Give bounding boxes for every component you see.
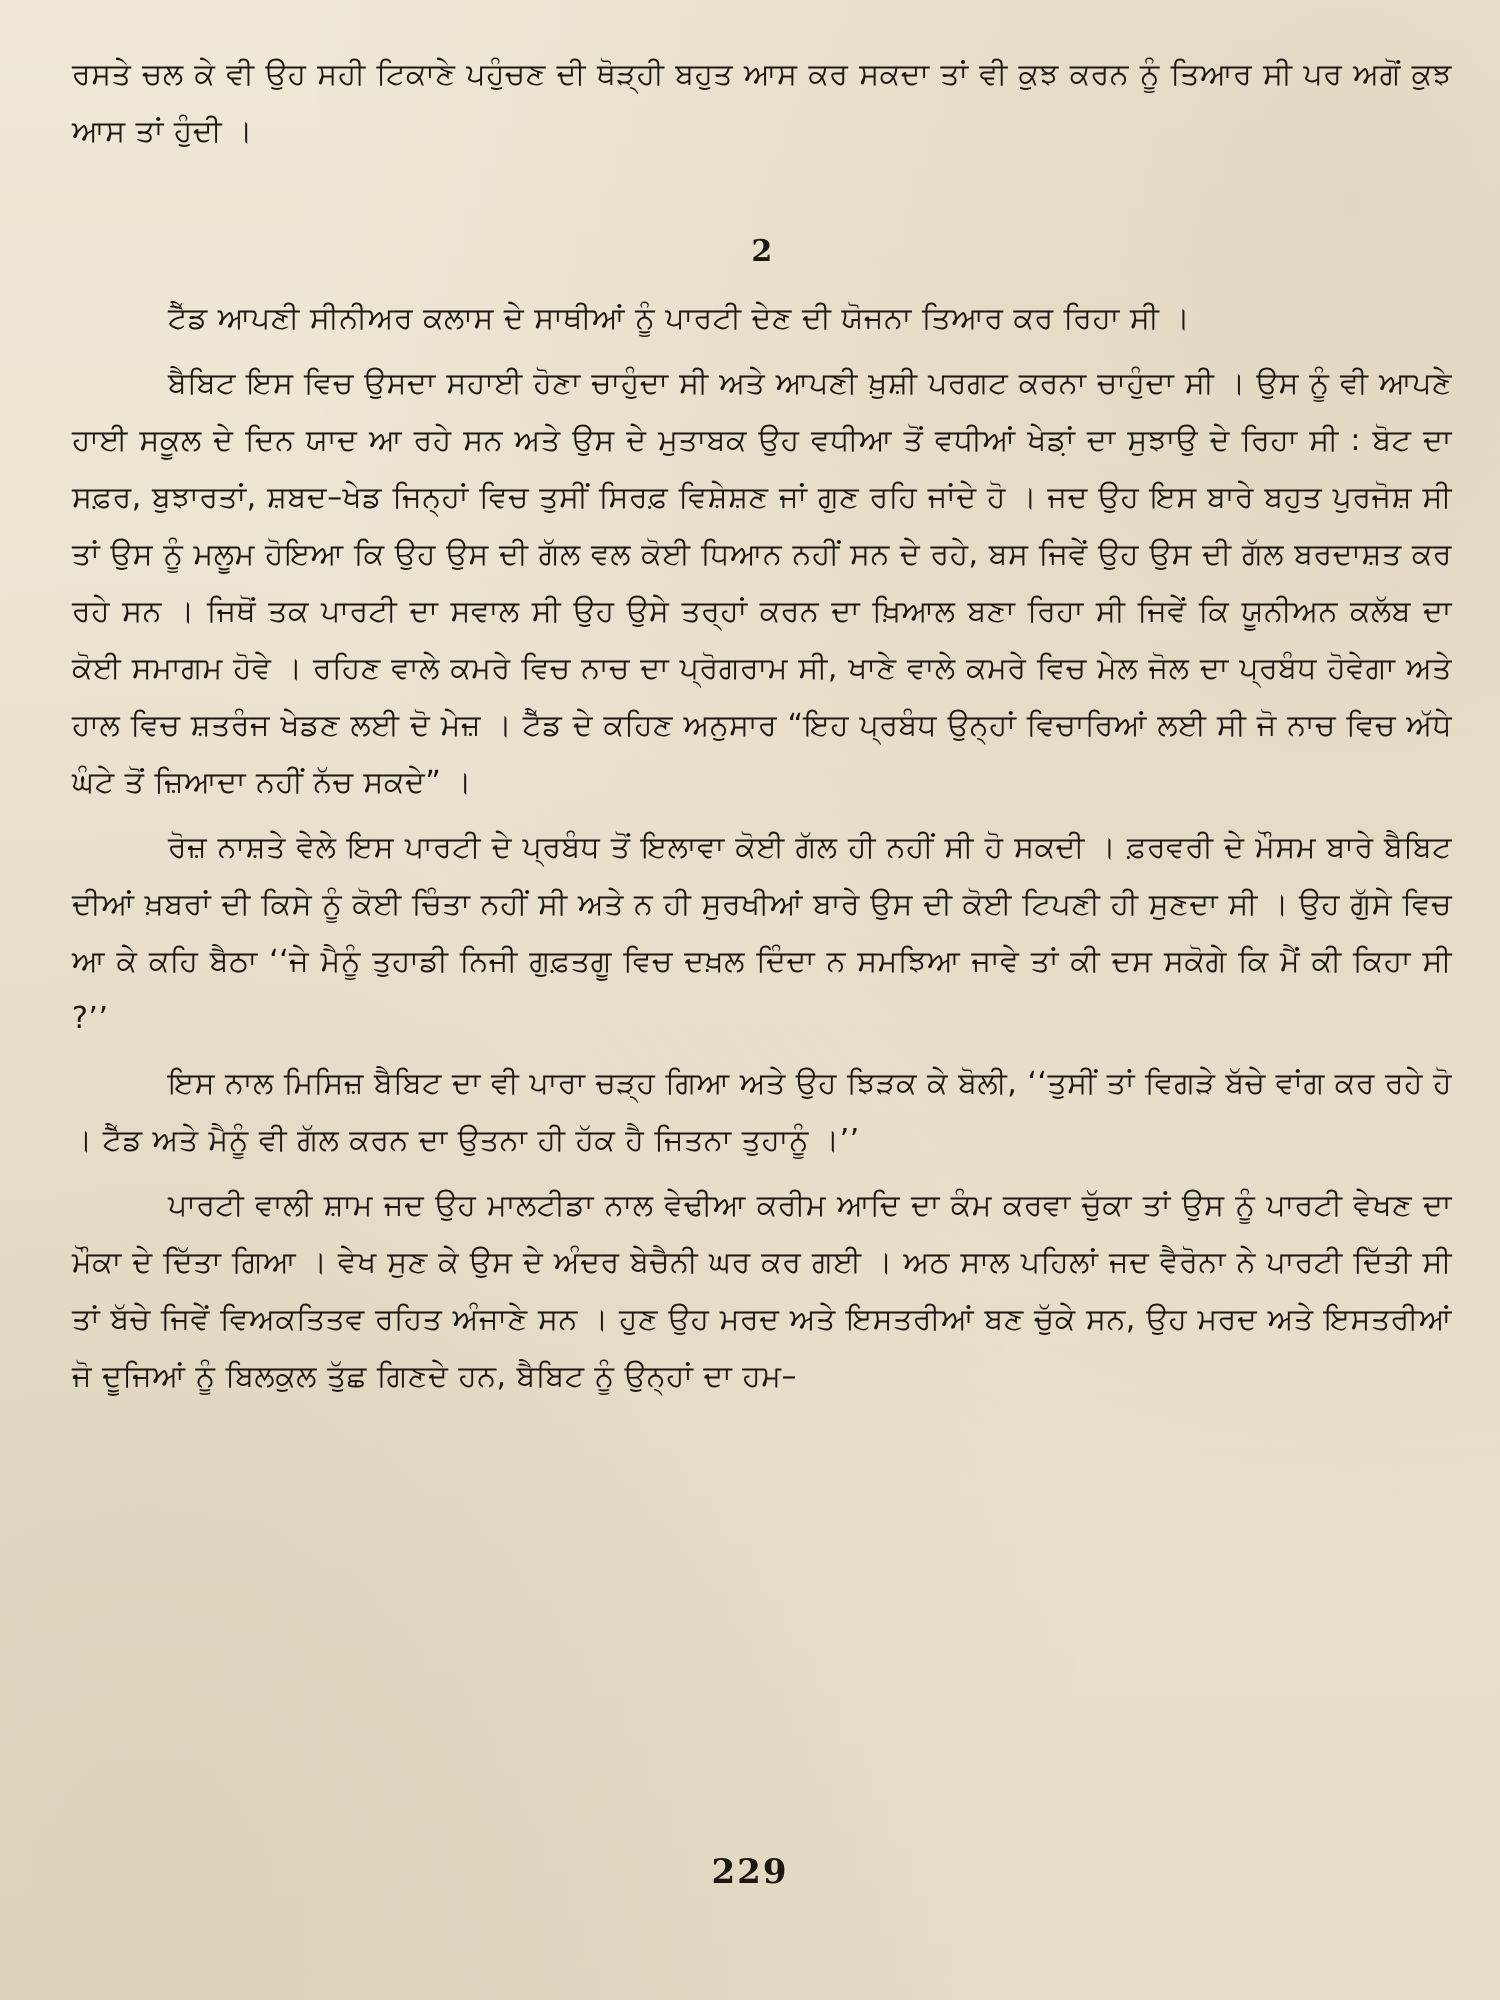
paragraph-2: ਬੈਬਿਟ ਇਸ ਵਿਚ ਉਸਦਾ ਸਹਾਈ ਹੋਣਾ ਚਾਹੁੰਦਾ ਸੀ ਅਤੇ ਆਪਣੀ ਖ਼ੁਸ਼ੀ ਪਰਗਟ ਕਰਨਾ ਚਾਹੁੰਦਾ ਸੀ । ਉਸ ਨੂੰ ਵੀ ਆਪਣੇ ਹਾਈ ਸਕੂਲ ਦੇ ਦਿਨ ਯਾਦ ਆ ਰਹੇ ਸਨ ਅਤੇ ਉਸ ਦੇ ਮੁਤਾਬਕ ਉਹ ਵਧੀਆ ਤੋਂ ਵਧੀਆਂ ਖੇਡ਼ਾਂ ਦਾ ਸੁਝਾਉ ਦੇ ਰਿਹਾ ਸੀ : ਬੋਟ ਦਾ ਸਫ਼ਰ, ਬੁਝਾਰਤਾਂ, ਸ਼ਬਦ–ਖੇਡ ਜਿਨ੍ਹਾਂ ਵਿਚ ਤੁਸੀਂ ਸਿਰਫ਼ ਵਿਸ਼ੇਸ਼ਣ ਜਾਂ ਗੁਣ ਰਹਿ ਜਾਂਦੇ ਹੋ । ਜਦ ਉਹ ਇਸ ਬਾਰੇ ਬਹੁਤ ਪੁਰਜੋਸ਼ ਸੀ ਤਾਂ ਉਸ ਨੂੰ ਮਲੂਮ ਹੋਇਆ ਕਿ ਉਹ ਉਸ ਦੀ ਗੱਲ ਵਲ ਕੋਈ ਧਿਆਨ ਨਹੀਂ ਸਨ ਦੇ ਰਹੇ, ਬਸ ਜਿਵੇਂ ਉਹ ਉਸ ਦੀ ਗੱਲ ਬਰਦਾਸ਼ਤ ਕਰ ਰਹੇ ਸਨ । ਜਿਥੋਂ ਤਕ ਪਾਰਟੀ ਦਾ ਸਵਾਲ ਸੀ ਉਹ ਉਸੇ ਤਰ੍ਹਾਂ ਕਰਨ ਦਾ ਖ਼ਿਆਲ ਬਣਾ ਰਿਹਾ ਸੀ ਜਿਵੇਂ ਕਿ ਯੂਨੀਅਨ ਕਲੱਬ ਦਾ ਕੋਈ ਸਮਾਗਮ ਹੋਵੇ । ਰਹਿਣ ਵਾਲੇ ਕਮਰੇ ਵਿਚ ਨਾਚ ਦਾ ਪ੍ਰੋਗਰਾਮ ਸੀ, ਖਾਣੇ ਵਾਲੇ ਕਮਰੇ ਵਿਚ ਮੇਲ ਜੋਲ ਦਾ ਪ੍ਰਬੰਧ ਹੋਵੇਗਾ ਅਤੇ ਹਾਲ ਵਿਚ ਸ਼ਤਰੰਜ ਖੇਡਣ ਲਈ ਦੋ ਮੇਜ਼ । ਟੈੱਡ ਦੇ ਕਹਿਣ ਅਨੁਸਾਰ “ਇਹ ਪ੍ਰਬੰਧ ਉਨ੍ਹਾਂ ਵਿਚਾਰਿਆਂ ਲਈ ਸੀ ਜੋ ਨਾਚ ਵਿਚ ਅੱਧੇ ਘੰਟੇ ਤੋਂ ਜ਼ਿਆਦਾ ਨਹੀਂ ਨੱਚ ਸਕਦੇ” । — [72, 366, 1452, 800]
chapter-number: 2 — [751, 234, 773, 269]
paragraph-3: ਰੋਜ਼ ਨਾਸ਼ਤੇ ਵੇਲੇ ਇਸ ਪਾਰਟੀ ਦੇ ਪ੍ਰਬੰਧ ਤੋਂ ਇਲਾਵਾ ਕੋਈ ਗੱਲ ਹੀ ਨਹੀਂ ਸੀ ਹੋ ਸਕਦੀ । ਫ਼ਰਵਰੀ ਦੇ ਮੌਸਮ ਬਾਰੇ ਬੈਬਿਟ ਦੀਆਂ ਖ਼ਬਰਾਂ ਦੀ ਕਿਸੇ ਨੂੰ ਕੋਈ ਚਿੰਤਾ ਨਹੀਂ ਸੀ ਅਤੇ ਨ ਹੀ ਸੁਰਖੀਆਂ ਬਾਰੇ ਉਸ ਦੀ ਕੋਈ ਟਿਪਣੀ ਹੀ ਸੁਣਦਾ ਸੀ । ਉਹ ਗੁੱਸੇ ਵਿਚ ਆ ਕੇ ਕਹਿ ਬੈਠਾ ‘‘ਜੇ ਮੈਨੂੰ ਤੁਹਾਡੀ ਨਿਜੀ ਗੁਫ਼ਤਗੂ ਵਿਚ ਦਖ਼ਲ ਦਿੰਦਾ ਨ ਸਮਝਿਆ ਜਾਵੇ ਤਾਂ ਕੀ ਦਸ ਸਕੋਗੇ ਕਿ ਮੈਂ ਕੀ ਕਿਹਾ ਸੀ ?’’ — [72, 830, 1452, 1036]
paragraph-5: ਪਾਰਟੀ ਵਾਲੀ ਸ਼ਾਮ ਜਦ ਉਹ ਮਾਲਟੀਡਾ ਨਾਲ ਵੇਢੀਆ ਕਰੀਮ ਆਦਿ ਦਾ ਕੰਮ ਕਰਵਾ ਚੁੱਕਾ ਤਾਂ ਉਸ ਨੂੰ ਪਾਰਟੀ ਵੇਖਣ ਦਾ ਮੌਕਾ ਦੇ ਦਿੱਤਾ ਗਿਆ । ਵੇਖ ਸੁਣ ਕੇ ਉਸ ਦੇ ਅੰਦਰ ਬੇਚੈਨੀ ਘਰ ਕਰ ਗਈ । ਅਠ ਸਾਲ ਪਹਿਲਾਂ ਜਦ ਵੈਰੋਨਾ ਨੇ ਪਾਰਟੀ ਦਿੱਤੀ ਸੀ ਤਾਂ ਬੱਚੇ ਜਿਵੇਂ ਵਿਅਕਤਿਤਵ ਰਹਿਤ ਅੰਜਾਣੇ ਸਨ । ਹੁਣ ਉਹ ਮਰਦ ਅਤੇ ਇਸਤਰੀਆਂ ਬਣ ਚੁੱਕੇ ਸਨ, ਉਹ ਮਰਦ ਅਤੇ ਇਸਤਰੀਆਂ ਜੋ ਦੂਜਿਆਂ ਨੂੰ ਬਿਲਕੁਲ ਤੁੱਛ ਗਿਣਦੇ ਹਨ, ਬੈਬਿਟ ਨੂੰ ਉਨ੍ਹਾਂ ਦਾ ਹਮ– — [72, 1188, 1452, 1394]
continuation-paragraph: ਰਸਤੇ ਚਲ ਕੇ ਵੀ ਉਹ ਸਹੀ ਟਿਕਾਣੇ ਪਹੁੰਚਣ ਦੀ ਥੋੜ੍ਹੀ ਬਹੁਤ ਆਸ ਕਰ ਸਕਦਾ ਤਾਂ ਵੀ ਕੁਝ ਕਰਨ ਨੂੰ ਤਿਆਰ ਸੀ ਪਰ ਅਗੋਂ ਕੁਝ ਆਸ ਤਾਂ ਹੁੰਦੀ । — [72, 57, 1452, 149]
page-text — [72, 46, 1452, 1405]
paragraph-1: ਟੈੱਡ ਆਪਣੀ ਸੀਨੀਅਰ ਕਲਾਸ ਦੇ ਸਾਥੀਆਂ ਨੂੰ ਪਾਰਟੀ ਦੇਣ ਦੀ ਯੋਜਨਾ ਤਿਆਰ ਕਰ ਰਿਹਾ ਸੀ । — [168, 301, 1191, 336]
page-number: 229 — [711, 1852, 789, 1892]
paragraph-4: ਇਸ ਨਾਲ ਮਿਸਿਜ਼ ਬੈਬਿਟ ਦਾ ਵੀ ਪਾਰਾ ਚੜ੍ਹ ਗਿਆ ਅਤੇ ਉਹ ਝਿੜਕ ਕੇ ਬੋਲੀ, ‘‘ਤੁਸੀਂ ਤਾਂ ਵਿਗੜੇ ਬੱਚੇ ਵਾਂਗ ਕਰ ਰਹੇ ਹੋ । ਟੈੱਡ ਅਤੇ ਮੈਨੂੰ ਵੀ ਗੱਲ ਕਰਨ ਦਾ ਉਤਨਾ ਹੀ ਹੱਕ ਹੈ ਜਿਤਨਾ ਤੁਹਾਨੂੰ ।’’ — [72, 1066, 1452, 1158]
